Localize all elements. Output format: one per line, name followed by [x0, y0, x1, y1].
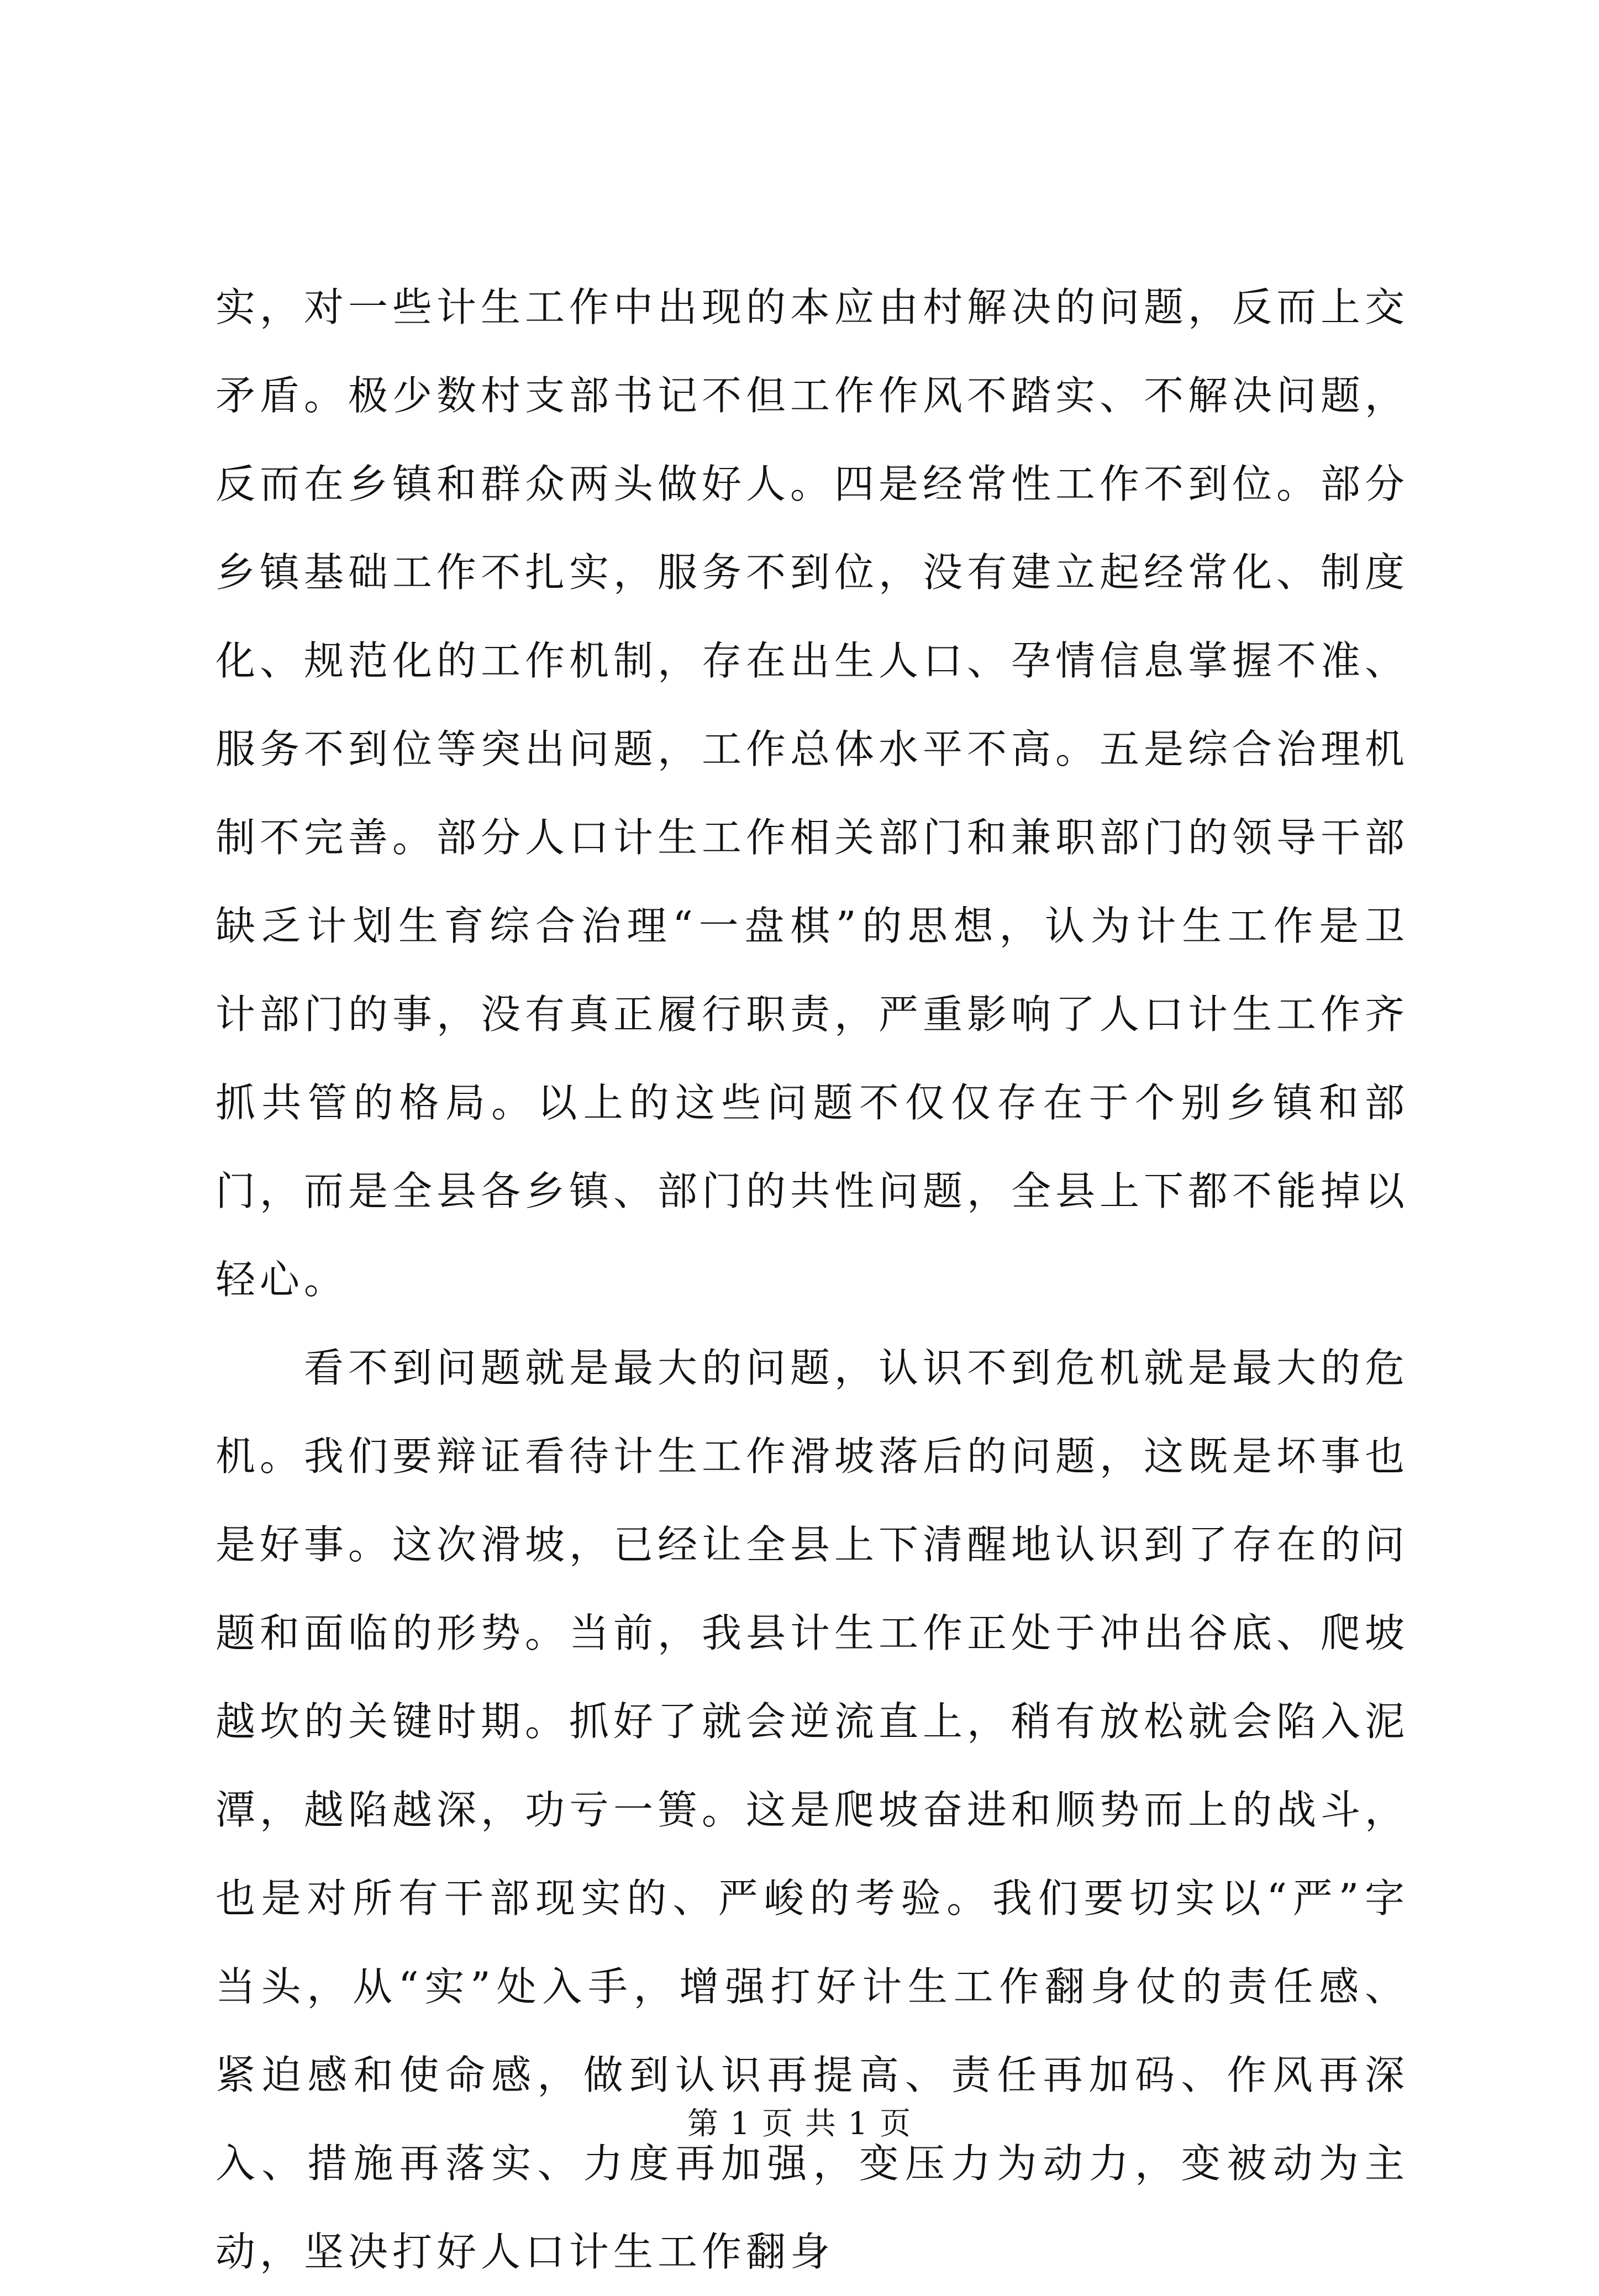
body-paragraph-1: 实，对一些计生工作中出现的本应由村解决的问题，反而上交矛盾。极少数村支部书记不但工作作风不踏实、不解决问题，反而在乡镇和群众两头做好人。四是经常性工作不到位。部分乡镇基础工作不扎实，服务不到位，没有建立起经常化、制度化、规范化的工作机制，存在出生人口、孕情信息掌握不准、服务不到位等突出问题，工作总体水平不高。五是综合治理机制不完善。部分人口计生工作相关部门和兼职部门的领导干部缺乏计划生育综合治理“一盘棋”的思想，认为计生工作是卫计部门的事，没有真正履行职责，严重影响了人口计生工作齐抓共管的格局。以上的这些问题不仅仅存在于个别乡镇和部门，而是全县各乡镇、部门的共性问题，全县上下都不能掉以轻心。 — [215, 284, 1409, 1303]
page-footer: 第 1 页 共 1 页 — [687, 2106, 912, 2142]
body-paragraph-2: 看不到问题就是最大的问题，认识不到危机就是最大的危机。我们要辩证看待计生工作滑坡落后的问题，这既是坏事也是好事。这次滑坡，已经让全县上下清醒地认识到了存在的问题和面临的形势。当前，我县计生工作正处于冲出谷底、爬坡越坎的关键时期。抓好了就会逆流直上，稍有放松就会陷入泥潭，越陷越深，功亏一篑。这是爬坡奋进和顺势而上的战斗，也是对所有干部现实的、严峻的考验。我们要切实以“严”字当头，从“实”处入手，增强打好计生工作翻身仗的责任感、紧迫感和使命感，做到认识再提高、责任再加码、作风再深入、措施再落实、力度再加强，变压力为动力，变被动为主动，坚决打好人口计生工作翻身 — [215, 1345, 1409, 2275]
document-body — [215, 263, 1409, 2296]
